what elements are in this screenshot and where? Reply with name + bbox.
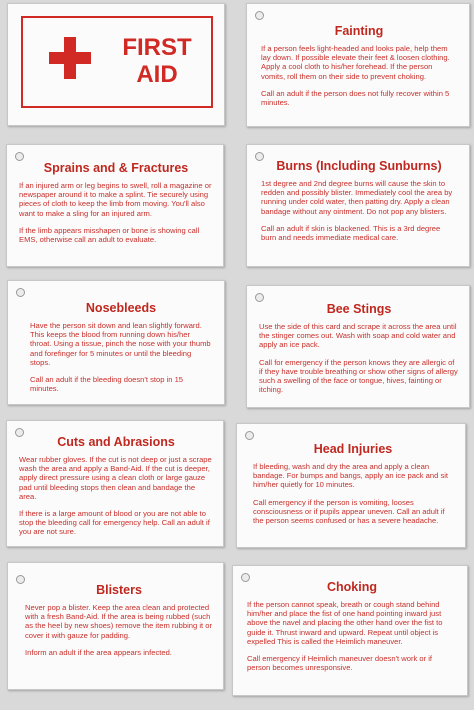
- first-aid-title: [107, 34, 207, 88]
- card-choking: [232, 565, 468, 696]
- card-instructions: Never pop a blister. Keep the area clean and protected with a fresh Band-Aid. If the area is being rubbed (such as the heel by new shoes) remove the item rubbing it or cover it with gauze for padding.: [25, 603, 212, 640]
- punch-hole-icon: [16, 575, 25, 584]
- card-instructions: Wear rubber gloves. If the cut is not deep or just a scrape wash the area and apply a Band-Aid. If the cut is deeper, apply direct pressure using a clean cloth or large gauze pad until bleeding stops then clean and bandage the area.: [19, 455, 212, 501]
- card-call-adult: Call an adult if the bleeding doesn't stop in 15 minutes.: [30, 375, 184, 394]
- card-fainting: [246, 3, 470, 127]
- card-instructions: If bleeding, wash and dry the area and apply a clean bandage. For bumps and bangs, apply an ice pack and sit him/her quietly for 10 minutes.: [253, 462, 449, 490]
- punch-hole-icon: [241, 573, 250, 582]
- card-call-adult: If the limb appears misshapen or bone is showing call EMS, otherwise call an adult to evaluate.: [19, 225, 200, 245]
- card-call-adult: Call emergency if Heimlich maneuver doesn't work or if person becomes unresponsive.: [247, 654, 433, 673]
- card-blisters: [7, 562, 224, 690]
- first-aid-title-line2: AID: [136, 61, 178, 88]
- card-call-adult: Call an adult if skin is blackened. This is a 3rd degree burn and needs immediate medical care.: [261, 223, 441, 243]
- card-instructions: 1st degree and 2nd degree burns will cause the skin to redden and possibly blister. Immediately cool the area by running under cold water, then patting dry. Apply a clean bandage without any ointment. Do not pop any blisters.: [261, 179, 453, 216]
- card-title: Sprains and & Fractures: [43, 161, 189, 175]
- card-instructions: If the person cannot speak, breath or cough stand behind him/her and place the fist of one hand pointing inward just above the navel and placing the other hand over the fist to guide it. Thrust inward and upward. Repeat until object is expelled This is called the Heimlich maneuver.: [247, 600, 443, 646]
- card-bee-stings: [246, 285, 470, 408]
- card-head-injuries: [236, 423, 466, 548]
- first-aid-title-line1: FIRST: [122, 34, 192, 61]
- card-title: Nosebleeds: [85, 301, 157, 315]
- punch-hole-icon: [15, 428, 24, 437]
- card-title: Choking: [327, 580, 377, 594]
- punch-hole-icon: [16, 288, 25, 297]
- card-call-adult: Call emergency if the person is vomiting, looses consciousness or if pupils appear uneven. Call an adult if the person seems confused or has a severe headache.: [253, 497, 445, 526]
- card-title: Blisters: [96, 583, 142, 597]
- red-cross-icon: [49, 37, 91, 79]
- first-aid-logo-box: [21, 16, 213, 108]
- card-title: Bee Stings: [326, 302, 392, 316]
- punch-hole-icon: [245, 431, 254, 440]
- card-title: Cuts and Abrasions: [57, 435, 175, 449]
- punch-hole-icon: [255, 11, 264, 20]
- card-sprains-fractures: [6, 144, 224, 267]
- card-call-adult: Inform an adult if the area appears infected.: [25, 647, 172, 657]
- card-call-adult: Call for emergency if the person knows they are allergic of if they have trouble breathing or show other signs of allergy such a swelling of the face or tongue, hives, fainting or itching.: [259, 357, 458, 395]
- card-burns: [246, 144, 470, 267]
- card-title: Head Injuries: [313, 442, 393, 456]
- punch-hole-icon: [15, 152, 24, 161]
- punch-hole-icon: [255, 152, 264, 161]
- card-instructions: If a person feels light-headed and looks pale, help them lay down. If possible elevate their feet & loosen clothing. Apply a cool cloth to his/her forehead. If the person vomits, roll them on their side to prevent choking.: [261, 44, 450, 81]
- card-title: Fainting: [334, 24, 384, 38]
- card-instructions: If an injured arm or leg begins to swell, roll a magazine or newspaper around it to make a splint. Tie securely using pieces of cloth to keep the limb from moving. You'll also want to make a sling for an injured arm.: [19, 181, 212, 218]
- punch-hole-icon: [255, 293, 264, 302]
- card-call-adult: If there is a large amount of blood or you are not able to stop the bleeding call for emergency help. Call an adult if you are not sure.: [19, 509, 210, 537]
- card-call-adult: Call an adult if the person does not fully recover within 5 minutes.: [261, 88, 450, 108]
- card-cuts-abrasions: [6, 420, 224, 547]
- card-title: Burns (Including Sunburns): [276, 159, 442, 173]
- card-nosebleeds: [7, 280, 225, 405]
- card-instructions: Have the person sit down and lean slightly forward. This keeps the blood from running down his/her throat. Using a tissue, pinch the nose with your thumb and forefinger for 5 minutes or until the bleeding stops.: [30, 321, 211, 367]
- first-aid-cover-card: [7, 3, 225, 126]
- card-instructions: Use the side of this card and scrape it across the area until the stinger comes out. Wash with soap and cold water and apply an ice pack.: [259, 322, 457, 350]
